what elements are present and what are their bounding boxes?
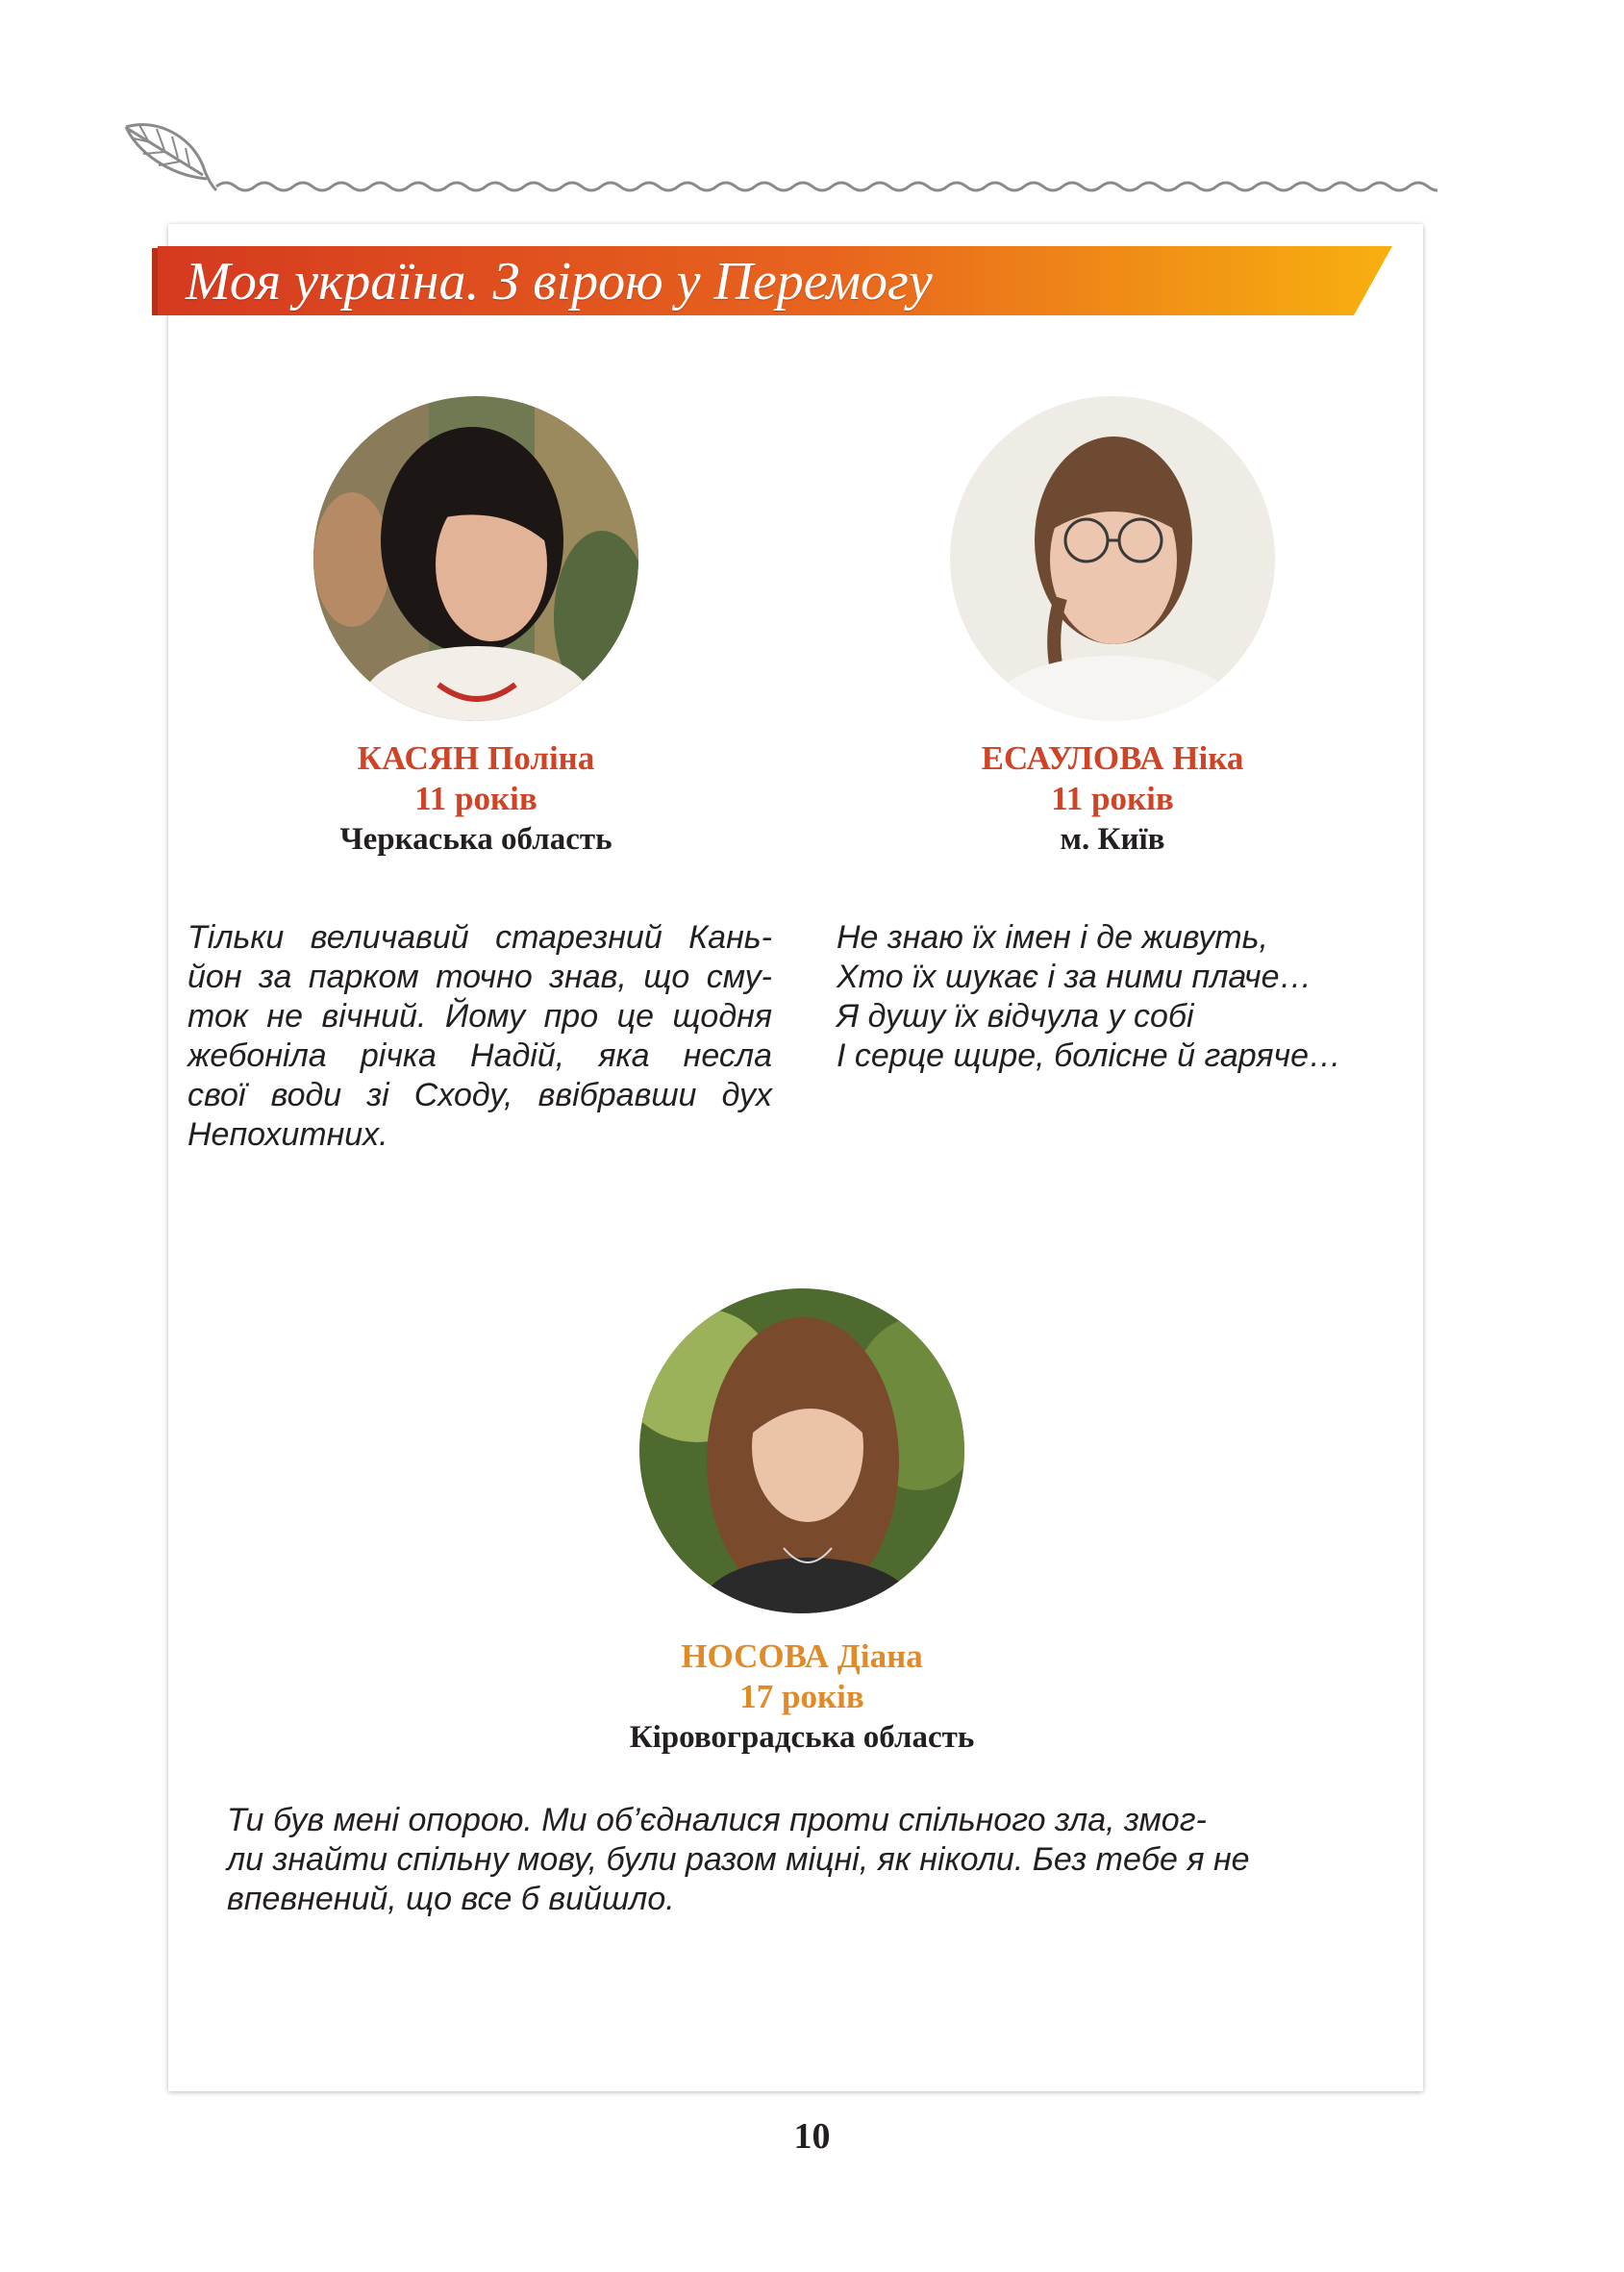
page-title: Моя україна. З вірою у Перемогу <box>186 252 933 312</box>
quote-line: впевнений, що все б вийшло. <box>227 1881 675 1917</box>
quote-line: йон за парком точно знав, що сму- <box>187 959 772 995</box>
participant-name: КАСЯН Поліна <box>357 739 595 777</box>
quote-line: ли знайти спільну мову, були разом міцні, як ніколи. Без тебе я не <box>227 1841 1250 1878</box>
feather-divider-ornament <box>120 113 1437 200</box>
page-number: 10 <box>793 2116 831 2157</box>
participant-region: Кіровоградська область <box>629 1720 975 1755</box>
participant-quote-nosova <box>227 1801 1381 1919</box>
participant-photo-nosova <box>639 1288 964 1613</box>
participant-quote-kasian <box>187 918 772 1155</box>
quote-line: Хто їх шукає і за ними плаче… <box>837 959 1312 995</box>
quote-line: свої води зі Сходу, ввібравши дух <box>187 1077 772 1113</box>
participant-age: 11 років <box>414 780 537 817</box>
participant-photo-esaulova <box>950 396 1275 721</box>
participant-card-esaulova <box>862 738 1362 860</box>
quote-line: Ти був мені опорою. Ми об’єдналися проти спільного зла, змог- <box>227 1802 1207 1838</box>
participant-card-kasian <box>226 738 726 860</box>
participant-age: 17 років <box>739 1678 864 1715</box>
quote-line: ток не вічний. Йому про це щодня <box>187 998 772 1035</box>
quote-line: Непохитних. <box>187 1116 388 1153</box>
quote-line: Не знаю їх імен і де живуть, <box>837 919 1268 956</box>
quote-line: Тільки величавий старезний Кань- <box>187 919 772 956</box>
quote-line: Я душу їх відчула у собі <box>837 998 1194 1035</box>
participant-region: Черкаська область <box>339 822 612 857</box>
quote-line: жебоніла річка Надій, яка несла <box>187 1037 772 1074</box>
participant-age: 11 років <box>1051 780 1174 817</box>
participant-region: м. Київ <box>1060 822 1165 857</box>
participant-card-nosova <box>552 1636 1052 1758</box>
title-banner <box>152 246 1402 317</box>
participant-name: ЕСАУЛОВА Ніка <box>981 739 1244 777</box>
participant-photo-kasian <box>313 396 638 721</box>
feather-icon <box>126 125 216 190</box>
participant-quote-esaulova <box>837 918 1413 1076</box>
quote-line: І серце щире, болісне й гаряче… <box>837 1037 1341 1074</box>
participant-name: НОСОВА Діана <box>681 1637 923 1675</box>
wavy-divider-line <box>216 183 1437 190</box>
